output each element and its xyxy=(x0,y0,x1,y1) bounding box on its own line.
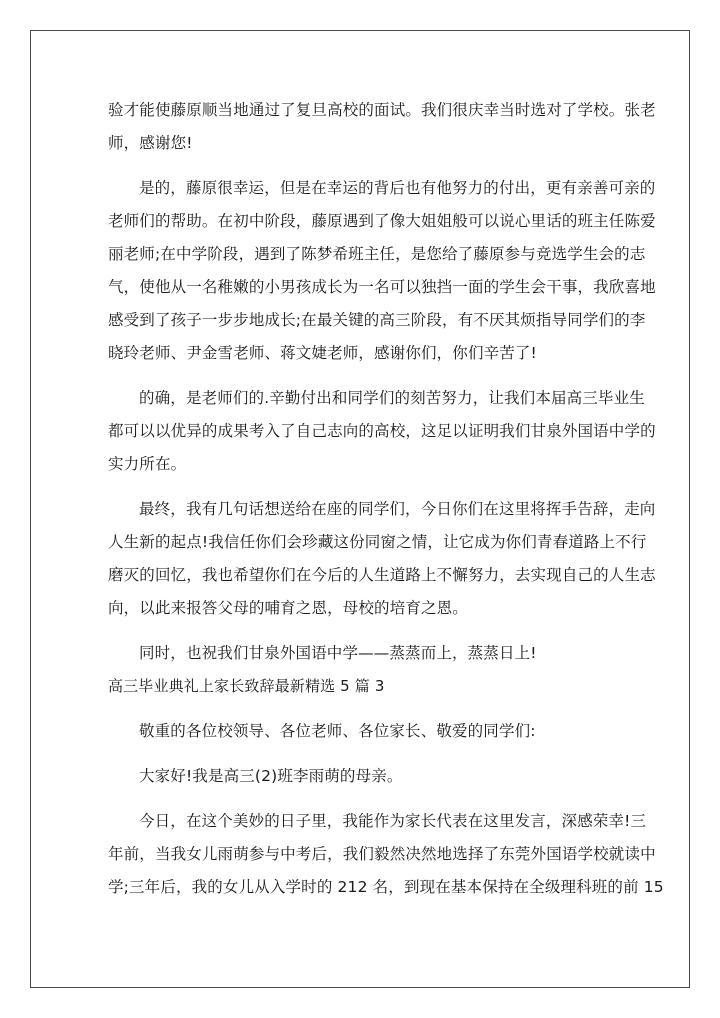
text-line: 磨灭的回忆，我也希望你们在今后的人生道路上不懈努力，去实现自己的人生志 xyxy=(108,566,656,584)
text-line: 丽老师;在中学阶段，遇到了陈梦希班主任，是您给了藤原参与竞选学生会的志 xyxy=(108,245,646,263)
section-paragraph-2 xyxy=(108,760,614,793)
text-line: 同时，也祝我们甘泉外国语中学——蒸蒸而上，蒸蒸日上! xyxy=(139,644,537,662)
text-line: 是的，藤原很幸运，但是在幸运的背后也有他努力的付出，更有亲善可亲的 xyxy=(139,179,656,197)
paragraph-3 xyxy=(108,382,656,481)
section-heading: 高三毕业典礼上家长致辞最新精选 5 篇 3 xyxy=(108,677,385,695)
text-line: 学;三年后，我的女儿从入学时的 212 名，到现在基本保持在全级理科班的前 15 xyxy=(108,878,664,896)
text-line: 年前，当我女儿雨萌参与中考后，我们毅然决然地选择了东莞外国语学校就读中 xyxy=(108,845,656,863)
text-line: 向，以此来报答父母的哺育之恩，母校的培育之恩。 xyxy=(108,599,468,617)
text-line: 都可以以优异的成果考入了自己志向的高校，这足以证明我们甘泉外国语中学的 xyxy=(108,422,656,440)
document-body xyxy=(108,94,664,904)
section-paragraph-3 xyxy=(108,805,664,904)
text-line: 师，感谢您! xyxy=(108,134,193,152)
section-paragraph-1 xyxy=(108,715,614,748)
paragraph-4 xyxy=(108,493,656,625)
paragraph-5 xyxy=(108,637,614,670)
text-line: 最终，我有几句话想送给在座的同学们，今日你们在这里将挥手告辞，走向 xyxy=(139,500,656,518)
text-line: 晓玲老师、尹金雪老师、蒋文婕老师，感谢你们，你们辛苦了! xyxy=(108,344,537,362)
text-line: 实力所在。 xyxy=(108,455,187,473)
text-line: 感受到了孩子一步步地成长;在最关键的高三阶段，有不厌其烦指导同学们的李 xyxy=(108,311,646,329)
text-line: 的确，是老师们的.辛勤付出和同学们的刻苦努力，让我们本届高三毕业生 xyxy=(139,389,645,407)
text-line: 大家好!我是高三(2)班李雨萌的母亲。 xyxy=(139,767,403,785)
text-line: 验才能使藤原顺当地通过了复旦高校的面试。我们很庆幸当时选对了学校。张老 xyxy=(108,101,656,119)
text-line: 老师们的帮助。在初中阶段，藤原遇到了像大姐姐般可以说心里话的班主任陈爱 xyxy=(108,212,656,230)
text-line: 敬重的各位校领导、各位老师、各位家长、敬爱的同学们: xyxy=(139,722,536,740)
text-line: 今日，在这个美妙的日子里，我能作为家长代表在这里发言，深感荣幸!三 xyxy=(139,812,647,830)
text-line: 人生新的起点!我信任你们会珍藏这份同窗之情，让它成为你们青春道路上不行 xyxy=(108,533,647,551)
paragraph-1 xyxy=(108,94,656,160)
text-line: 气，使他从一名稚嫩的小男孩成长为一名可以独挡一面的学生会干事，我欣喜地 xyxy=(108,278,656,296)
paragraph-2 xyxy=(108,172,656,370)
